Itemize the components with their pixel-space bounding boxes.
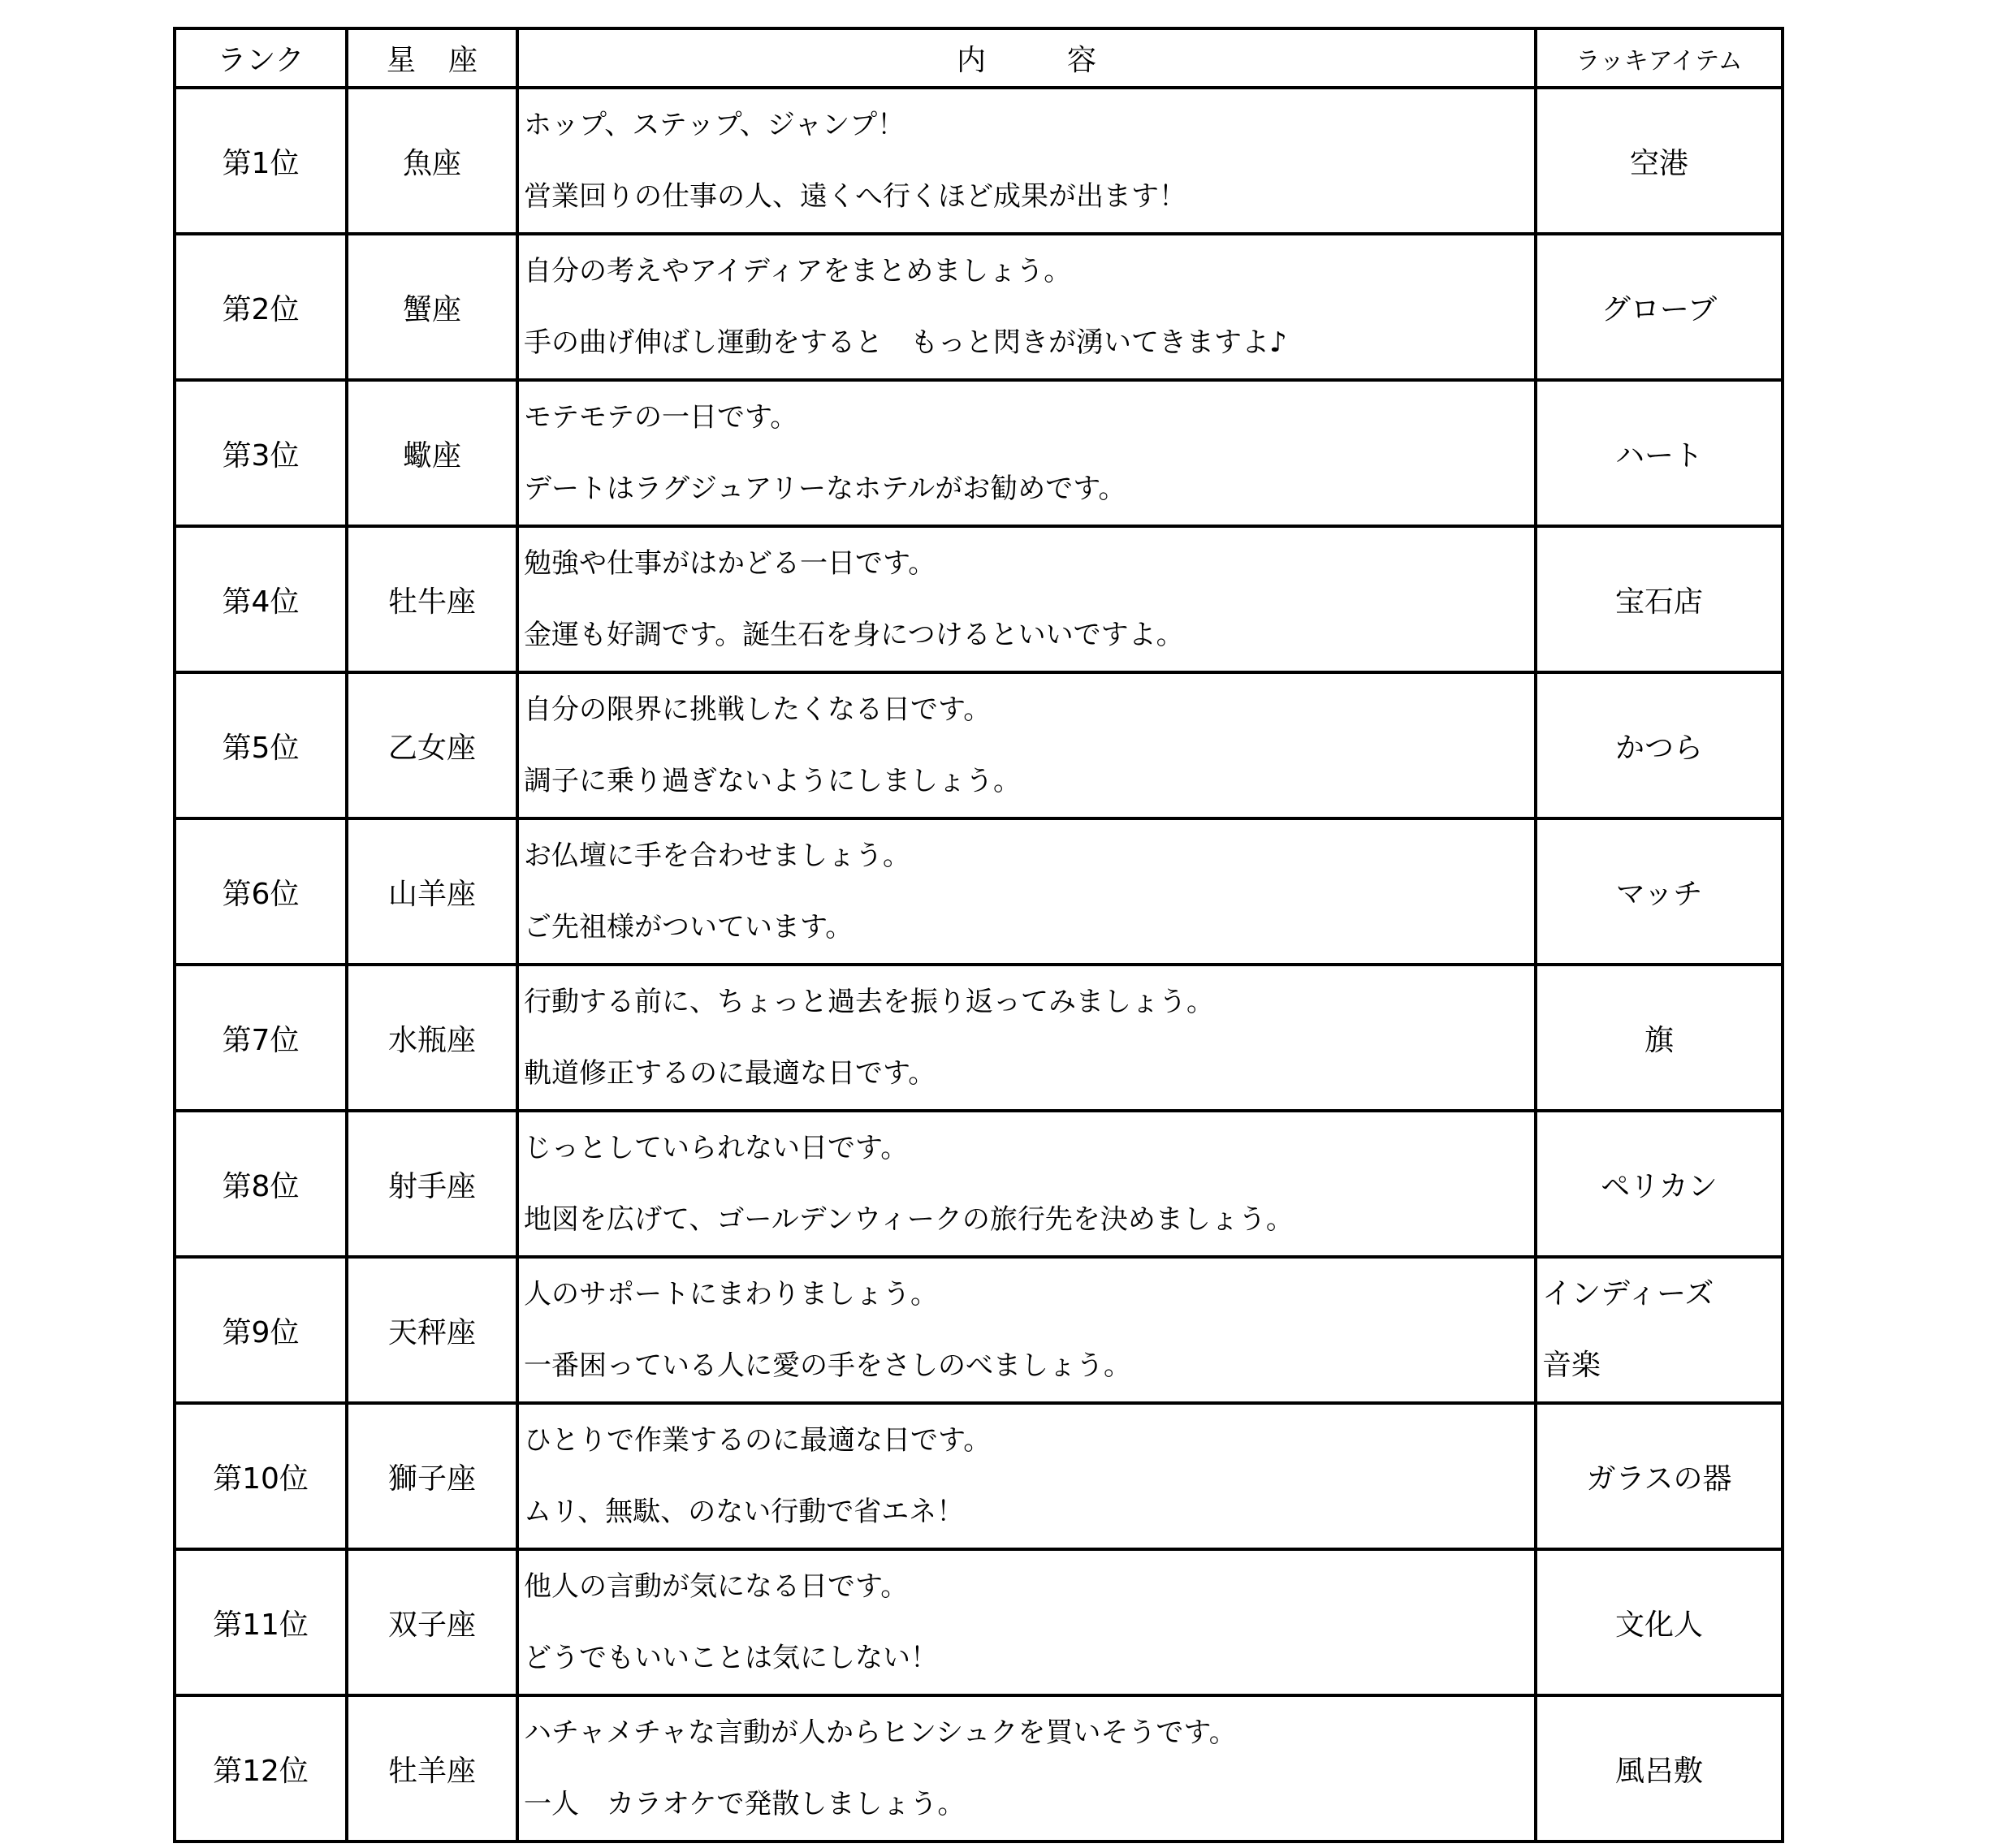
content-cell (517, 380, 1536, 526)
rank-cell: 第5位 (175, 672, 347, 818)
sign-cell: 山羊座 (347, 818, 517, 965)
content-line-1: 他人の言動が気になる日です。 (524, 1570, 909, 1603)
content-cell (517, 818, 1536, 965)
content-cell (517, 965, 1536, 1111)
content-line-1: モテモテの一日です。 (524, 401, 798, 434)
content-cell (517, 1257, 1536, 1403)
content-line-1: お仏壇に手を合わせましょう。 (524, 840, 910, 872)
lucky-item-cell: 旗 (1536, 965, 1783, 1111)
sign-cell: 双子座 (347, 1549, 517, 1695)
lucky-item-cell: 空港 (1536, 88, 1783, 234)
content-line-2: 軌道修正するのに最適な日です。 (524, 1057, 936, 1090)
lucky-item-cell: グローブ (1536, 234, 1783, 380)
content-line-2: 調子に乗り過ぎないようにしましょう。 (524, 765, 1021, 797)
lucky-item-cell: ガラスの器 (1536, 1403, 1783, 1549)
header-sign-label-1: 星 (386, 44, 416, 77)
header-rank (175, 28, 347, 88)
table-row (175, 672, 1783, 818)
content-line-2: ご先祖様がついています。 (524, 911, 854, 943)
lucky-item-cell (1536, 1257, 1783, 1403)
content-cell (517, 1549, 1536, 1695)
content-line-2: 一人 カラオケで発散しましょう。 (524, 1788, 966, 1820)
lucky-item-cell: 文化人 (1536, 1549, 1783, 1695)
content-line-2: ムリ、無駄、のない行動で省エネ！ (524, 1496, 965, 1528)
content-line-1: ホップ、ステップ、ジャンプ！ (524, 109, 905, 141)
table-row (175, 88, 1783, 234)
content-line-1: 自分の限界に挑戦したくなる日です。 (524, 693, 992, 726)
table-header-row (175, 28, 1783, 88)
sign-cell: 蟹座 (347, 234, 517, 380)
rank-cell: 第8位 (175, 1111, 347, 1257)
header-content-label-1: 内 (956, 44, 986, 77)
content-line-1: ひとりで作業するのに最適な日です。 (524, 1424, 992, 1457)
header-lucky-item (1536, 28, 1783, 88)
header-sign-label-2: 座 (448, 44, 478, 77)
table-row (175, 234, 1783, 380)
content-line-1: 勉強や仕事がはかどる一日です。 (524, 547, 936, 580)
content-line-1: 人のサポートにまわりましょう。 (524, 1278, 938, 1310)
content-line-1: 自分の考えやアイディアをまとめましょう。 (524, 255, 1072, 287)
content-cell (517, 1111, 1536, 1257)
content-cell (517, 234, 1536, 380)
sign-cell: 魚座 (347, 88, 517, 234)
lucky-item-cell: 宝石店 (1536, 526, 1783, 672)
rank-cell: 第10位 (175, 1403, 347, 1549)
table-row (175, 1403, 1783, 1549)
content-line-2: 営業回りの仕事の人、遠くへ行くほど成果が出ます！ (524, 180, 1186, 213)
rank-cell: 第12位 (175, 1695, 347, 1842)
content-cell (517, 88, 1536, 234)
lucky-item-cell: ペリカン (1536, 1111, 1783, 1257)
sign-cell: 水瓶座 (347, 965, 517, 1111)
header-rank-label: ランク (217, 44, 305, 77)
content-line-2: デートはラグジュアリーなホテルがお勧めです。 (524, 473, 1126, 505)
content-line-1: ハチャメチャな言動が人からヒンシュクを買いそうです。 (524, 1716, 1237, 1749)
lucky-item-line-2: 音楽 (1542, 1349, 1601, 1382)
rank-cell: 第2位 (175, 234, 347, 380)
rank-cell: 第9位 (175, 1257, 347, 1403)
sign-cell: 獅子座 (347, 1403, 517, 1549)
table-row (175, 1549, 1783, 1695)
table-row (175, 818, 1783, 965)
rank-cell: 第1位 (175, 88, 347, 234)
content-line-2: どうでもいいことは気にしない！ (524, 1642, 938, 1674)
content-line-2: 金運も好調です。誕生石を身につけるといいですよ。 (524, 619, 1184, 651)
content-cell (517, 1695, 1536, 1842)
sign-cell: 牡牛座 (347, 526, 517, 672)
sign-cell: 蠍座 (347, 380, 517, 526)
rank-cell: 第7位 (175, 965, 347, 1111)
lucky-item-cell: ハート (1536, 380, 1783, 526)
horoscope-sheet (173, 27, 1781, 1843)
horoscope-ranking-table (173, 27, 1784, 1843)
lucky-item-cell: マッチ (1536, 818, 1783, 965)
rank-cell: 第11位 (175, 1549, 347, 1695)
table-row (175, 380, 1783, 526)
header-lucky-item-label: ラッキアイテム (1575, 46, 1743, 76)
content-line-1: じっとしていられない日です。 (524, 1132, 909, 1164)
rank-cell: 第4位 (175, 526, 347, 672)
table-row (175, 526, 1783, 672)
sign-cell: 天秤座 (347, 1257, 517, 1403)
table-row (175, 965, 1783, 1111)
content-cell (517, 1403, 1536, 1549)
sign-cell: 射手座 (347, 1111, 517, 1257)
lucky-item-cell: 風呂敷 (1536, 1695, 1783, 1842)
sign-cell: 乙女座 (347, 672, 517, 818)
table-row (175, 1695, 1783, 1842)
header-content (517, 28, 1536, 88)
lucky-item-cell: かつら (1536, 672, 1783, 818)
content-line-2: 地図を広げて、ゴールデンウィークの旅行先を決めましょう。 (524, 1203, 1294, 1236)
rank-cell: 第3位 (175, 380, 347, 526)
content-line-1: 行動する前に、ちょっと過去を振り返ってみましょう。 (524, 986, 1214, 1018)
lucky-item-line-1: インディーズ (1542, 1277, 1714, 1310)
rank-cell: 第6位 (175, 818, 347, 965)
content-line-2: 手の曲げ伸ばし運動をすると もっと閃きが湧いてきますよ♪ (524, 326, 1287, 359)
header-content-label-2: 容 (1067, 44, 1097, 77)
table-row (175, 1257, 1783, 1403)
sign-cell: 牡羊座 (347, 1695, 517, 1842)
table-row (175, 1111, 1783, 1257)
content-cell (517, 526, 1536, 672)
content-line-2: 一番困っている人に愛の手をさしのべましょう。 (524, 1349, 1131, 1382)
content-cell (517, 672, 1536, 818)
header-sign (347, 28, 517, 88)
